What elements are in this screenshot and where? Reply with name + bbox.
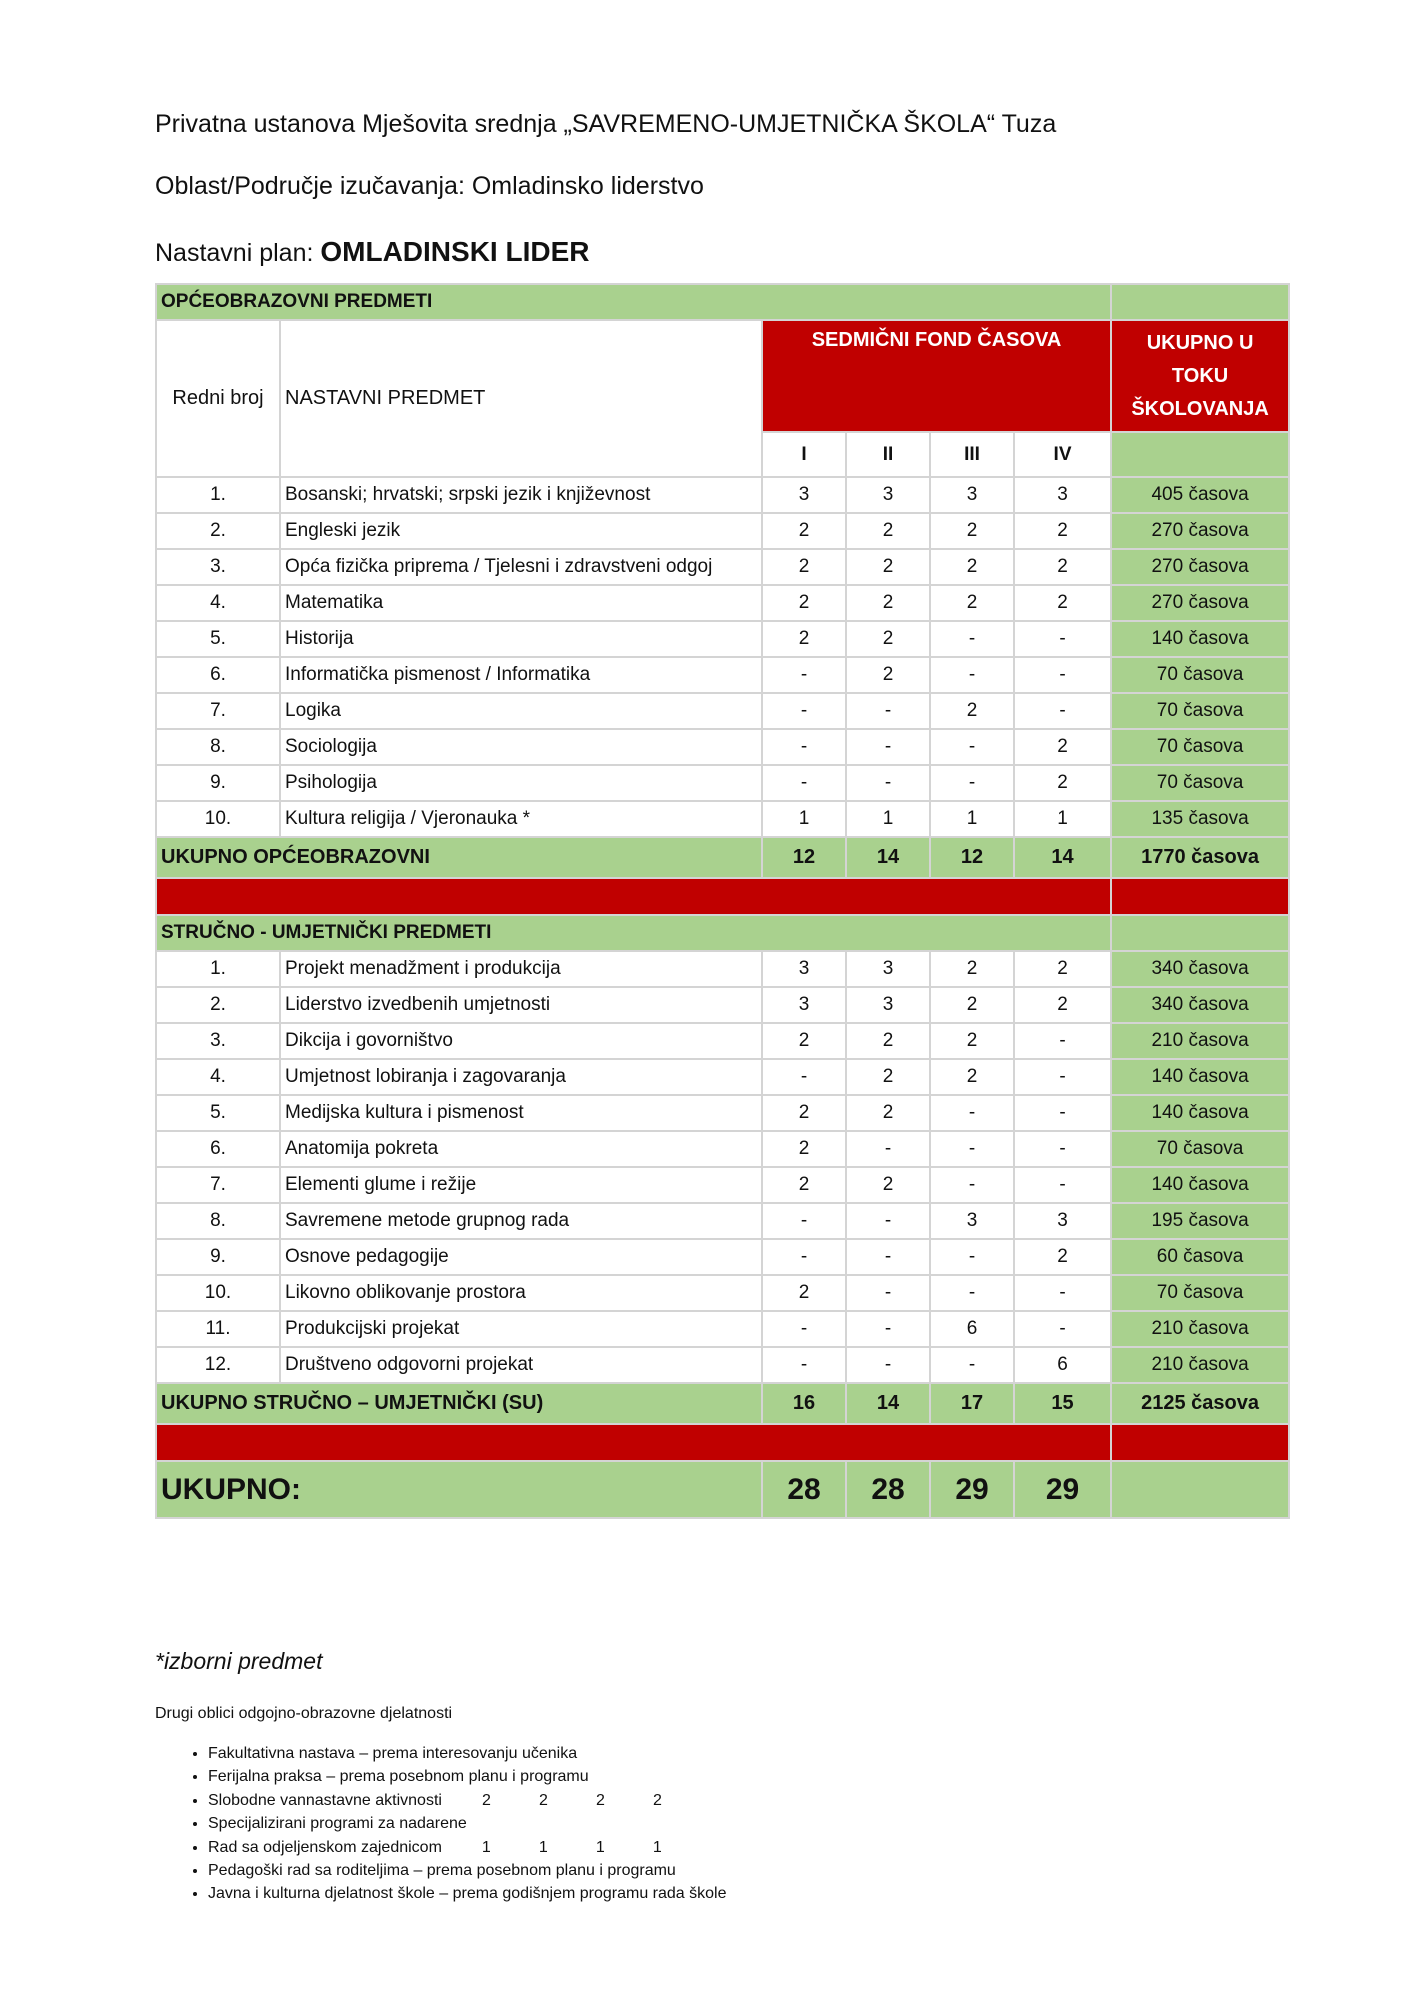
grand-total-row-total (1111, 1461, 1289, 1518)
weekly-hours-cell: - (762, 765, 846, 801)
subject-name: Osnove pedagogije (280, 1239, 762, 1275)
art-total-row-value: 16 (762, 1383, 846, 1424)
other-activity-item (208, 1859, 1008, 1882)
separator-row (156, 878, 1289, 915)
weekly-hours-cell: - (762, 1311, 846, 1347)
weekly-hours-cell: 2 (930, 513, 1014, 549)
art-total-row (156, 1383, 1289, 1424)
weekly-hours-cell: - (846, 1347, 930, 1383)
art-total-row-value: 14 (846, 1383, 930, 1424)
weekly-hours-cell: 2 (762, 1275, 846, 1311)
weekly-hours-cell: - (846, 1131, 930, 1167)
weekly-hours-cell: - (762, 1239, 846, 1275)
grand-total-row (156, 1461, 1289, 1518)
art-section-title: STRUČNO - UMJETNIČKI PREDMETI (156, 915, 1111, 951)
separator-cell (156, 1424, 1111, 1461)
row-number: 7. (156, 693, 280, 729)
separator-cell (1111, 878, 1289, 915)
year-header: III (930, 432, 1014, 477)
subject-row (156, 765, 1289, 801)
weekly-hours-cell: 2 (762, 1023, 846, 1059)
total-hours-cell: 210 časova (1111, 1347, 1289, 1383)
weekly-hours-cell: - (1014, 1275, 1111, 1311)
weekly-hours-cell: 3 (930, 1203, 1014, 1239)
weekly-hours-cell: - (762, 729, 846, 765)
subject-row (156, 1239, 1289, 1275)
weekly-hours-cell: - (846, 765, 930, 801)
subject-row (156, 513, 1289, 549)
weekly-hours-cell: 2 (762, 1167, 846, 1203)
activity-text: Ferijalna praksa – prema posebnom planu i programu (208, 1768, 589, 1786)
total-hours-cell: 270 časova (1111, 549, 1289, 585)
activity-hour: 2 (538, 1791, 548, 1809)
row-number: 9. (156, 1239, 280, 1275)
total-hours-cell: 70 časova (1111, 765, 1289, 801)
total-hours-cell: 70 časova (1111, 657, 1289, 693)
subject-name: Dikcija i govorništvo (280, 1023, 762, 1059)
activity-text: Fakultativna nastava – prema interesovanju učenika (208, 1745, 578, 1762)
subject-name: Informatička pismenost / Informatika (280, 657, 762, 693)
weekly-hours-cell: 3 (1014, 477, 1111, 513)
weekly-hours-cell: - (846, 1275, 930, 1311)
weekly-hours-cell: - (930, 729, 1014, 765)
weekly-hours-cell: - (930, 1167, 1014, 1203)
art-total-row-value: 15 (1014, 1383, 1111, 1424)
subject-row (156, 477, 1289, 513)
weekly-hours-cell: 2 (762, 513, 846, 549)
plan-name: OMLADINSKI LIDER (320, 236, 590, 267)
weekly-hours-cell: 1 (762, 801, 846, 837)
weekly-hours-cell: 2 (1014, 585, 1111, 621)
weekly-hours-cell: 1 (846, 801, 930, 837)
subject-name: Elementi glume i režije (280, 1167, 762, 1203)
weekly-hours-cell: 2 (1014, 951, 1111, 987)
activity-hour: 2 (595, 1791, 605, 1809)
weekly-hours-cell: - (930, 1239, 1014, 1275)
weekly-hours-cell: - (1014, 1095, 1111, 1131)
separator-cell (156, 878, 1111, 915)
weekly-hours-cell: - (1014, 1059, 1111, 1095)
row-number: 10. (156, 1275, 280, 1311)
weekly-hours-cell: 6 (930, 1311, 1014, 1347)
weekly-hours-cell: 2 (846, 621, 930, 657)
subject-row (156, 1095, 1289, 1131)
field-of-study: Oblast/Područje izučavanja: Omladinsko liderstvo (155, 172, 704, 200)
subject-row (156, 585, 1289, 621)
activity-hour: 1 (481, 1838, 491, 1856)
weekly-hours-cell: - (1014, 693, 1111, 729)
general-section-title: OPĆEOBRAZOVNI PREDMETI (156, 284, 1111, 320)
weekly-hours-cell: - (1014, 621, 1111, 657)
art-total-row-value: 17 (930, 1383, 1014, 1424)
weekly-hours-cell: 3 (762, 987, 846, 1023)
subject-row (156, 1059, 1289, 1095)
weekly-hours-cell: 2 (846, 549, 930, 585)
activity-hour: 1 (595, 1838, 605, 1856)
other-activity-item (208, 1742, 1008, 1765)
weekly-hours-cell: 3 (1014, 1203, 1111, 1239)
weekly-hours-cell: 2 (762, 549, 846, 585)
other-activity-item (208, 1789, 1008, 1812)
total-hours-cell: 70 časova (1111, 693, 1289, 729)
grand-total-row-value: 29 (1014, 1461, 1111, 1518)
year-header: II (846, 432, 930, 477)
row-number: 1. (156, 477, 280, 513)
activity-hours (482, 1839, 710, 1856)
weekly-hours-cell: - (762, 657, 846, 693)
weekly-hours-cell: - (930, 1347, 1014, 1383)
weekly-hours-cell: - (1014, 1023, 1111, 1059)
weekly-hours-cell: 6 (1014, 1347, 1111, 1383)
weekly-hours-cell: 2 (762, 585, 846, 621)
row-number: 2. (156, 513, 280, 549)
weekly-hours-cell: - (930, 657, 1014, 693)
row-number: 12. (156, 1347, 280, 1383)
weekly-hours-cell: 2 (930, 951, 1014, 987)
elective-note: *izborni predmet (155, 1648, 323, 1674)
weekly-hours-cell: - (762, 1203, 846, 1239)
weekly-hours-cell: 2 (846, 1059, 930, 1095)
plan-prefix: Nastavni plan: (155, 239, 321, 267)
weekly-hours-cell: 2 (1014, 549, 1111, 585)
subject-row (156, 1167, 1289, 1203)
weekly-hours-cell: 2 (846, 1095, 930, 1131)
total-hours-cell: 270 časova (1111, 585, 1289, 621)
weekly-hours-cell: - (846, 729, 930, 765)
subject-row (156, 801, 1289, 837)
header-row (156, 320, 1289, 432)
total-hours-cell: 140 časova (1111, 1059, 1289, 1095)
total-hours-cell: 195 časova (1111, 1203, 1289, 1239)
subject-row (156, 1023, 1289, 1059)
row-number: 10. (156, 801, 280, 837)
total-hours-cell: 340 časova (1111, 987, 1289, 1023)
weekly-hours-cell: - (1014, 1167, 1111, 1203)
separator-cell (1111, 1424, 1289, 1461)
subject-row (156, 657, 1289, 693)
subject-name: Sociologija (280, 729, 762, 765)
art-total-row-total: 2125 časova (1111, 1383, 1289, 1424)
subject-row (156, 1275, 1289, 1311)
col-number-header: Redni broj (156, 320, 280, 477)
total-hours-cell: 140 časova (1111, 621, 1289, 657)
subject-row (156, 1347, 1289, 1383)
total-hours-cell: 405 časova (1111, 477, 1289, 513)
subject-name: Umjetnost lobiranja i zagovaranja (280, 1059, 762, 1095)
other-activity-item (208, 1812, 1008, 1835)
activity-hour: 2 (481, 1791, 491, 1809)
row-number: 1. (156, 951, 280, 987)
total-hours-cell: 70 časova (1111, 729, 1289, 765)
total-hours-cell: 70 časova (1111, 1275, 1289, 1311)
row-number: 9. (156, 765, 280, 801)
row-number: 5. (156, 1095, 280, 1131)
weekly-hours-cell: 2 (846, 1167, 930, 1203)
weekly-hours-cell: 2 (930, 1059, 1014, 1095)
weekly-hours-header: SEDMIČNI FOND ČASOVA (762, 320, 1111, 432)
subject-row (156, 951, 1289, 987)
row-number: 8. (156, 1203, 280, 1239)
col-subject-header: NASTAVNI PREDMET (280, 320, 762, 477)
institution-title: Privatna ustanova Mješovita srednja „SAVREMENO-UMJETNIČKA ŠKOLA“ Tuza (155, 110, 1057, 138)
weekly-hours-cell: 3 (846, 477, 930, 513)
general-section-row (156, 284, 1289, 320)
subject-name: Engleski jezik (280, 513, 762, 549)
year-header: I (762, 432, 846, 477)
row-number: 6. (156, 657, 280, 693)
plan-title (155, 236, 589, 268)
other-activity-item (208, 1765, 1008, 1788)
weekly-hours-cell: 3 (846, 951, 930, 987)
weekly-hours-cell: - (762, 1347, 846, 1383)
weekly-hours-cell: 2 (1014, 1239, 1111, 1275)
subject-name: Opća fizička priprema / Tjelesni i zdravstveni odgoj (280, 549, 762, 585)
activity-hour: 1 (538, 1838, 548, 1856)
weekly-hours-cell: 2 (846, 585, 930, 621)
year-header: IV (1014, 432, 1111, 477)
weekly-hours-cell: 2 (846, 657, 930, 693)
weekly-hours-cell: - (1014, 1131, 1111, 1167)
other-activity-item (208, 1882, 1008, 1905)
weekly-hours-cell: 2 (1014, 513, 1111, 549)
activity-hours (482, 1792, 710, 1809)
weekly-hours-cell: 3 (762, 477, 846, 513)
general-total-row-label: UKUPNO OPĆEOBRAZOVNI (156, 837, 762, 878)
weekly-hours-cell: - (846, 1239, 930, 1275)
total-hours-cell: 210 časova (1111, 1023, 1289, 1059)
activity-text: Rad sa odjeljenskom zajednicom (208, 1838, 442, 1856)
row-number: 11. (156, 1311, 280, 1347)
subject-name: Medijska kultura i pismenost (280, 1095, 762, 1131)
weekly-hours-cell: - (846, 693, 930, 729)
total-hours-cell: 210 časova (1111, 1311, 1289, 1347)
activity-hour: 1 (652, 1838, 662, 1856)
art-total-row-label: UKUPNO STRUČNO – UMJETNIČKI (SU) (156, 1383, 762, 1424)
weekly-hours-cell: - (930, 1131, 1014, 1167)
subject-name: Produkcijski projekat (280, 1311, 762, 1347)
weekly-hours-cell: - (930, 1275, 1014, 1311)
grand-total-row-value: 28 (846, 1461, 930, 1518)
total-hours-cell: 135 časova (1111, 801, 1289, 837)
activity-text: Specijalizirani programi za nadarene (208, 1815, 467, 1833)
total-hours-cell: 270 časova (1111, 513, 1289, 549)
weekly-hours-cell: - (930, 621, 1014, 657)
weekly-hours-cell: 1 (930, 801, 1014, 837)
total-hours-cell: 340 časova (1111, 951, 1289, 987)
general-total-row (156, 837, 1289, 878)
subject-name: Anatomija pokreta (280, 1131, 762, 1167)
weekly-hours-cell: 2 (846, 1023, 930, 1059)
row-number: 2. (156, 987, 280, 1023)
subject-name: Psihologija (280, 765, 762, 801)
activity-text: Slobodne vannastavne aktivnosti (208, 1791, 442, 1809)
separator-row (156, 1424, 1289, 1461)
weekly-hours-cell: 2 (1014, 765, 1111, 801)
subject-row (156, 693, 1289, 729)
weekly-hours-cell: 2 (930, 585, 1014, 621)
row-number: 3. (156, 549, 280, 585)
general-total-row-value: 14 (1014, 837, 1111, 878)
general-total-row-value: 14 (846, 837, 930, 878)
row-number: 4. (156, 585, 280, 621)
total-hours-cell: 140 časova (1111, 1167, 1289, 1203)
activity-text: Pedagoški rad sa roditeljima – prema posebnom planu i programu (208, 1862, 676, 1880)
weekly-hours-cell: 1 (1014, 801, 1111, 837)
other-activities-list (180, 1742, 1008, 1906)
subject-row (156, 549, 1289, 585)
general-total-row-value: 12 (762, 837, 846, 878)
weekly-hours-cell: 2 (930, 549, 1014, 585)
curriculum-table (155, 283, 1290, 1519)
row-number: 3. (156, 1023, 280, 1059)
subject-row (156, 987, 1289, 1023)
weekly-hours-cell: 2 (762, 1095, 846, 1131)
subject-row (156, 1311, 1289, 1347)
subject-name: Bosanski; hrvatski; srpski jezik i književnost (280, 477, 762, 513)
weekly-hours-cell: - (930, 1095, 1014, 1131)
weekly-hours-cell: - (846, 1203, 930, 1239)
total-hours-cell: 70 časova (1111, 1131, 1289, 1167)
total-hours-cell: 140 časova (1111, 1095, 1289, 1131)
weekly-hours-cell: - (1014, 657, 1111, 693)
weekly-hours-cell: 3 (846, 987, 930, 1023)
weekly-hours-cell: - (1014, 1311, 1111, 1347)
grand-total-row-label: UKUPNO: (156, 1461, 762, 1518)
other-activities-title: Drugi oblici odgojno-obrazovne djelatnosti (155, 1705, 453, 1722)
grand-total-row-value: 29 (930, 1461, 1014, 1518)
subject-row (156, 729, 1289, 765)
weekly-hours-cell: 2 (930, 1023, 1014, 1059)
weekly-hours-cell: 2 (762, 1131, 846, 1167)
subject-name: Projekt menadžment i produkcija (280, 951, 762, 987)
subject-name: Likovno oblikovanje prostora (280, 1275, 762, 1311)
weekly-hours-cell: 2 (930, 693, 1014, 729)
row-number: 7. (156, 1167, 280, 1203)
weekly-hours-cell: 2 (846, 513, 930, 549)
weekly-hours-cell: - (762, 1059, 846, 1095)
total-hours-cell: 60 časova (1111, 1239, 1289, 1275)
row-number: 5. (156, 621, 280, 657)
row-number: 4. (156, 1059, 280, 1095)
general-total-row-total: 1770 časova (1111, 837, 1289, 878)
subject-row (156, 621, 1289, 657)
subject-name: Društveno odgovorni projekat (280, 1347, 762, 1383)
other-activity-item (208, 1836, 1008, 1859)
art-section-blank (1111, 915, 1289, 951)
subject-name: Historija (280, 621, 762, 657)
weekly-hours-cell: 2 (762, 621, 846, 657)
subject-name: Logika (280, 693, 762, 729)
subject-name: Matematika (280, 585, 762, 621)
art-section-row (156, 915, 1289, 951)
weekly-hours-cell: 2 (1014, 987, 1111, 1023)
subject-name: Kultura religija / Vjeronauka * (280, 801, 762, 837)
weekly-hours-cell: 3 (762, 951, 846, 987)
weekly-hours-cell: 2 (1014, 729, 1111, 765)
weekly-hours-cell: - (762, 693, 846, 729)
row-number: 6. (156, 1131, 280, 1167)
weekly-hours-cell: - (930, 765, 1014, 801)
activity-hour: 2 (652, 1791, 662, 1809)
subject-name: Liderstvo izvedbenih umjetnosti (280, 987, 762, 1023)
general-total-row-value: 12 (930, 837, 1014, 878)
row-number: 8. (156, 729, 280, 765)
weekly-hours-cell: - (846, 1311, 930, 1347)
weekly-hours-cell: 2 (930, 987, 1014, 1023)
total-hours-header: UKUPNO U TOKU ŠKOLOVANJA (1111, 320, 1289, 432)
subject-row (156, 1203, 1289, 1239)
grand-total-row-value: 28 (762, 1461, 846, 1518)
subject-row (156, 1131, 1289, 1167)
activity-text: Javna i kulturna djelatnost škole – prema godišnjem programu rada škole (208, 1885, 727, 1903)
subject-name: Savremene metode grupnog rada (280, 1203, 762, 1239)
weekly-hours-cell: 3 (930, 477, 1014, 513)
